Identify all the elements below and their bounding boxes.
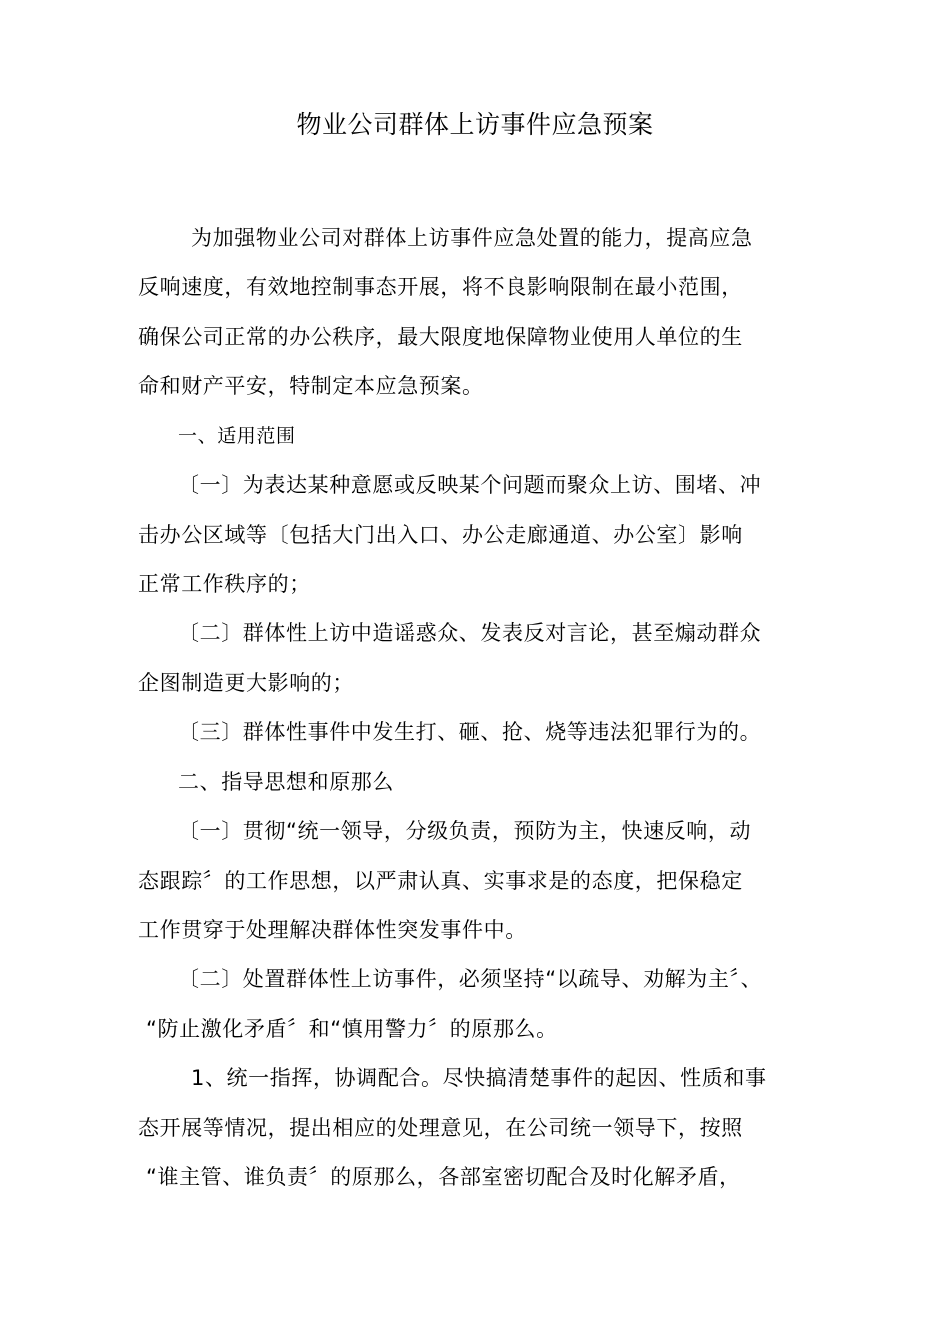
paragraph-line: 命和财产平安，特制定本应急预案。 [138,374,484,398]
section-heading: 二、指导思想和原那么 [178,770,394,794]
paragraph-line: 确保公司正常的办公秩序，最大限度地保障物业使用人单位的生 [138,325,743,349]
paragraph-line: 反响速度，有效地控制事态开展，将不良影响限制在最小范围， [138,275,743,299]
paragraph-line: 态跟踪〞的工作思想，以严肃认真、实事求是的态度，把保稳定 [138,869,743,893]
paragraph-line: 〔三〕群体性事件中发生打、砸、抢、烧等违法犯罪行为的。 [178,720,762,744]
paragraph-line: 〔二〕处置群体性上访事件，必须坚持“以疏导、劝解为主〞、 [178,967,763,991]
paragraph-line: “防止激化矛盾〞和“慎用警力〞的原那么。 [146,1017,558,1041]
paragraph-line: 正常工作秩序的； [138,572,311,596]
document-title: 物业公司群体上访事件应急预案 [296,110,654,139]
paragraph-line: “谁主管、谁负责〞的原那么，各部室密切配合及时化解矛盾， [146,1165,741,1189]
paragraph-line: 工作贯穿于处理解决群体性突发事件中。 [138,918,527,942]
paragraph-line: 态开展等情况，提出相应的处理意见，在公司统一领导下，按照 [138,1116,743,1140]
section-heading: 一、适用范围 [178,425,296,447]
paragraph-line: 〔二〕群体性上访中造谣惑众、发表反对言论，甚至煽动群众 [178,621,762,645]
paragraph-line: 为加强物业公司对群体上访事件应急处置的能力，提高应急 [191,226,753,250]
paragraph-line: 1、统一指挥，协调配合。尽快搞清楚事件的起因、性质和事 [191,1066,767,1090]
paragraph-line: 企图制造更大影响的； [138,671,354,695]
paragraph-line: 击办公区域等〔包括大门出入口、办公走廊通道、办公室〕影响 [138,523,743,547]
paragraph-line: 〔一〕为表达某种意愿或反映某个问题而聚众上访、围堵、冲 [178,473,762,497]
paragraph-line: 〔一〕贯彻“统一领导，分级负责，预防为主，快速反响，动 [178,819,752,843]
